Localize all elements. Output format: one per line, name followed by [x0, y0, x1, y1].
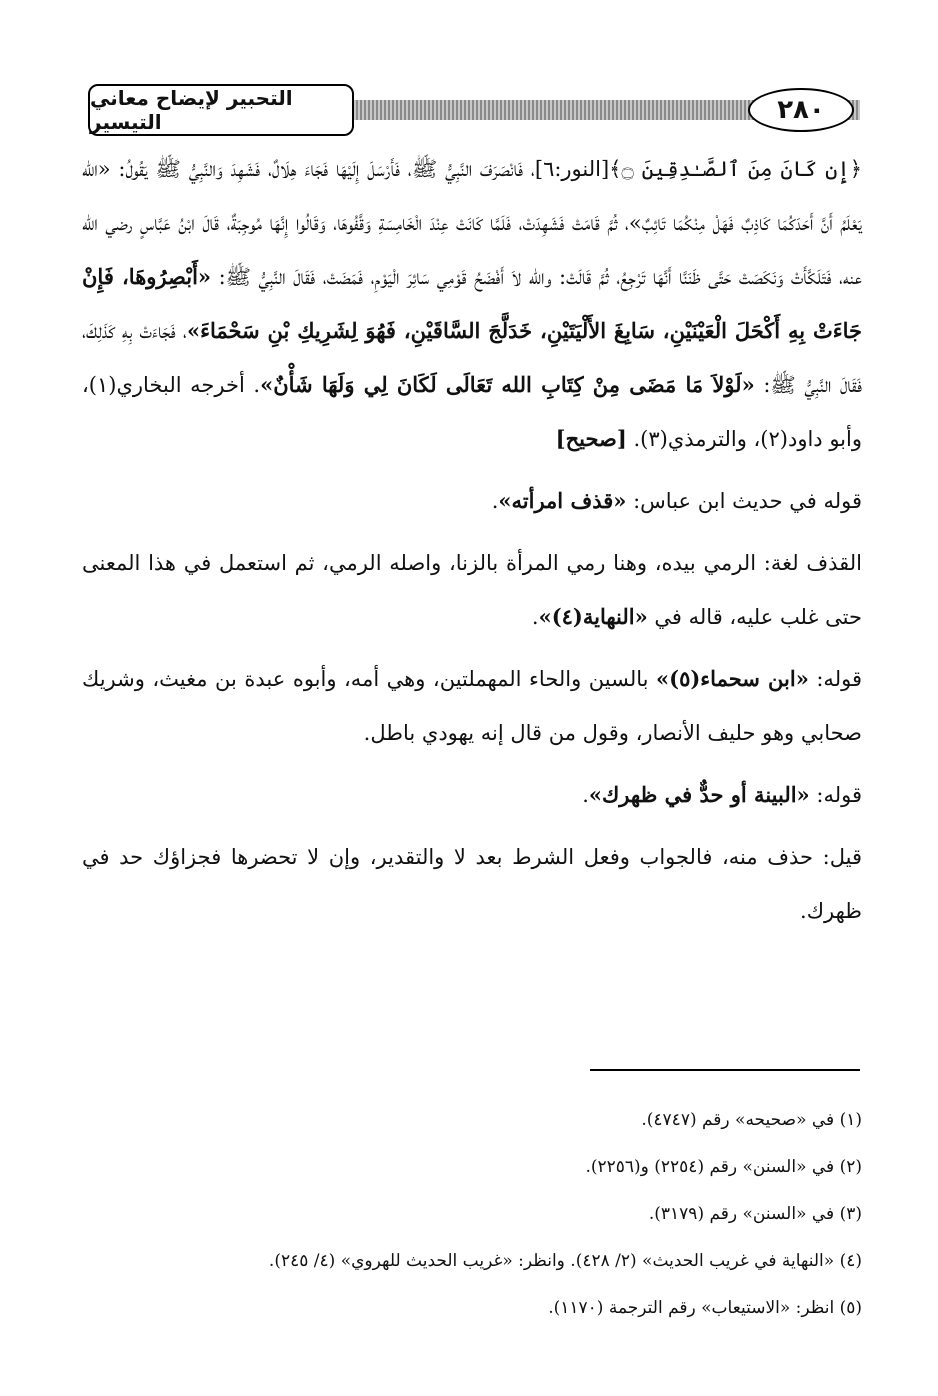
paragraph-6: قيل: حذف منه، فالجواب وفعل الشرط بعد لا والتقدير، وإن لا تحضرها فجزاؤك حد في ظهرك.: [82, 845, 862, 923]
grade-badge: [صحيح]: [555, 426, 627, 451]
p2-prefix: قوله في حديث ابن عباس:: [633, 489, 862, 513]
footnote-divider: [590, 1069, 860, 1071]
footnote-2: (٢) في «السنن» رقم (٢٢٥٤) و(٢٢٥٦).: [585, 1157, 862, 1177]
footnote-3: (٣) في «السنن» رقم (٣١٧٩).: [648, 1204, 862, 1224]
main-text: [82, 142, 862, 938]
footnote-1: (١) في «صحيحه» رقم (٤٧٤٧).: [641, 1110, 862, 1130]
p5-end: .: [582, 783, 589, 807]
p5-prefix: قوله:: [816, 783, 862, 807]
p4-rest: بالسين والحاء المهملتين، وهي أمه، وأبوه عبدة بن مغيث، وشريك صحابي وهو حليف الأنصار، وقول من قال إنه يهودي باطل.: [82, 667, 862, 745]
p2-end: .: [491, 489, 499, 513]
p3-end: .: [531, 605, 539, 629]
footnote-4: (٤) «النهاية في غريب الحديث» (٢/ ٤٢٨). وانظر: «غريب الحديث للهروي» (٤/ ٢٤٥).: [268, 1251, 862, 1271]
paragraph-hadith: [82, 142, 862, 466]
p3-quote: «النهاية(٤)»: [538, 604, 648, 629]
footnotes: [82, 1097, 862, 1332]
p3-text: القذف لغة: الرمي بيده، وهنا رمي المرأة بالزنا، واصله الرمي، ثم استعمل في هذا المعنى حتى غلب عليه، قاله في: [82, 551, 862, 629]
paragraph-1: ﴿إِن كَانَ مِنَ ٱلصَّـٰدِقِينَ ۝﴾[النور:٦]، فَانْصَرَفَ النَّبِيُّ ﷺ، فَأَرْسَلَ إِلَيْهَا فَجَاءَ هِلَالٌ، فَشَهِدَ وَالنَّبِيُّ ﷺ يَقُولُ: «الله يَعْلَمُ أَنَّ أَحَدَكُمَا كَاذِبٌ فَهَلْ مِنْكُمَا تَائِبٌ»، ثُمَّ قَامَتْ فَشَهِدَتْ، فَلَمَّا كَانَتْ عِنْدَ الْخَامِسَةِ وَقَّفُوهَا، وَقَالُوا إِنَّهَا مُوجِبَةٌ، قَالَ ابْنُ عَبَّاسٍ رضي الله عنه، فَتَلَكَّأَتْ وَنَكَصَتْ حَتَّى ظَنَنَّا أَنَّهَا تَرْجِعُ، ثُمَّ قَالَتْ: والله لاَ أَفْضَحُ قَوْمِي سَائِرَ الْيَوْمِ، فَمَضَتْ، فَقَالَ النَّبِيُّ ﷺ:: [82, 157, 863, 289]
paragraph-4: [82, 652, 862, 760]
hadith-quote-2: «لَوْلاَ مَا مَضَى مِنْ كِتَابِ الله تَعَالَى لَكَانَ لِي وَلَهَا شَأْنٌ»: [260, 372, 755, 397]
p4-prefix: قوله:: [816, 667, 862, 691]
p5-quote: «البينة أو حدٌّ في ظهرك»: [588, 782, 810, 807]
takhrij: . أخرجه البخاري(١)، وأبو داود(٢)، والترمذي(٣).: [82, 373, 862, 451]
p4-quote: «ابن سحماء(٥)»: [656, 666, 809, 691]
paragraph-2: [82, 474, 862, 528]
continuation: ، فَجَاءَتْ بِهِ كَذَلِكَ، فَقَالَ النَّبِيُّ ﷺ:: [82, 319, 863, 397]
book-title: التحبير لإيضاح معاني التيسير: [88, 84, 354, 136]
page-number: ٢٨٠: [748, 88, 854, 132]
hadith-quote: «أَبْصِرُوهَا، فَإِنْ جَاءَتْ بِهِ أَكْحَلَ الْعَيْنَيْنِ، سَابِغَ الأَلْيَتَيْنِ، خَدَلَّجَ السَّاقَيْنِ، فَهُوَ لِشَرِيكِ بْنِ سَحْمَاءَ»: [82, 264, 862, 343]
paragraph-3: [82, 536, 862, 644]
page-header: [88, 78, 860, 138]
paragraph-5: [82, 768, 862, 822]
footnote-5: (٥) انظر: «الاستيعاب» رقم الترجمة (١١٧٠).: [548, 1298, 862, 1318]
p2-quote: «قذف امرأته»: [498, 488, 627, 513]
